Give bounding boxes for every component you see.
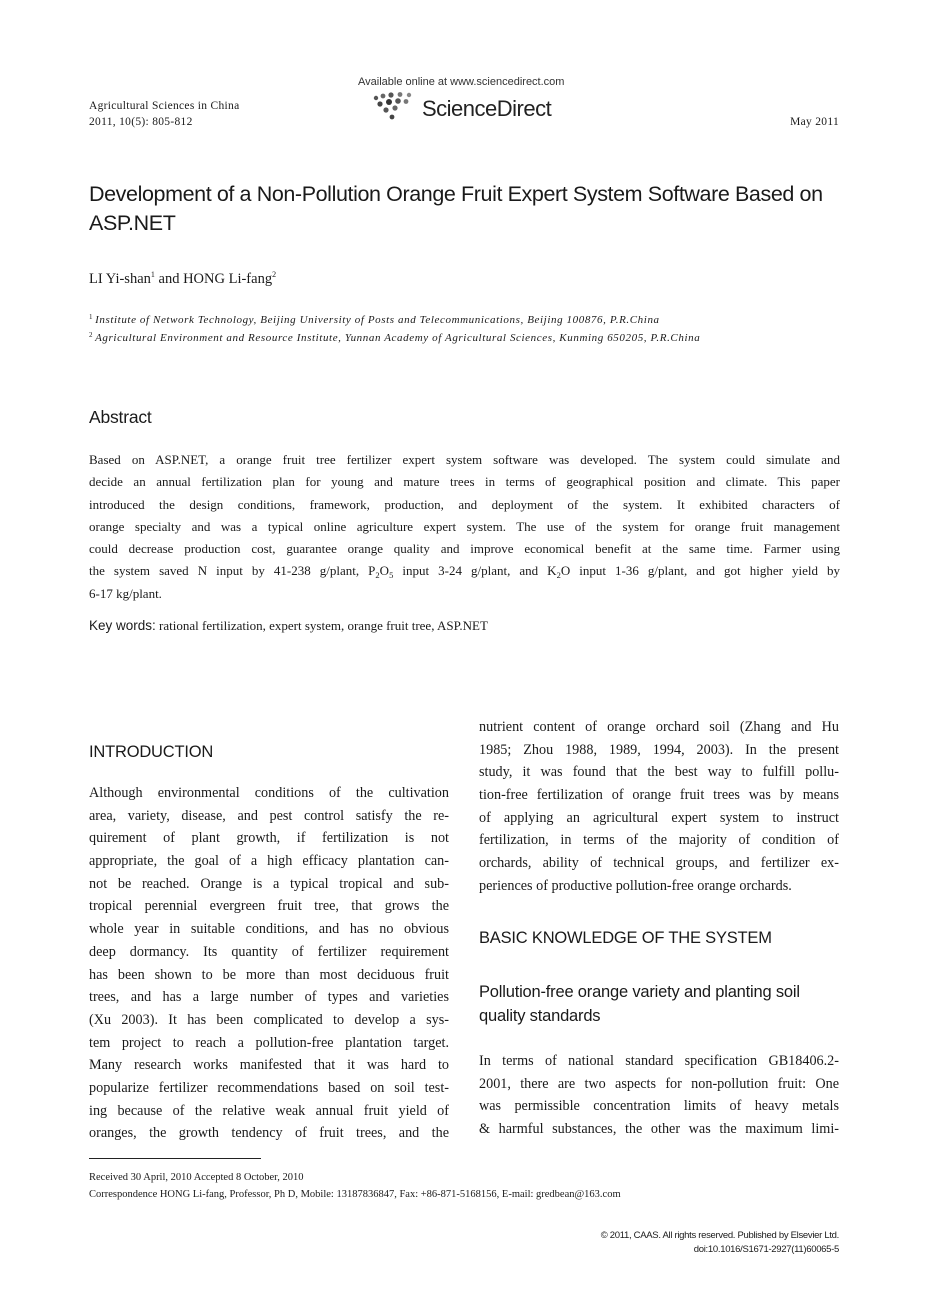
author-affiliation-mark: 1 [150,270,155,279]
text-line: quirement of plant growth, if fertilization is not [89,830,449,847]
doi-link[interactable]: doi:10.1016/S1671-2927(11)60065-5 [693,1244,839,1255]
affiliation-text: Institute of Network Technology, Beijing University of Posts and Telecommunications, Beijing 100876, P.R.China [95,314,660,326]
affiliation-number: 2 [89,331,94,339]
affiliation-number: 1 [89,313,94,321]
text-line: was permissible concentration limits of heavy metals [479,1098,839,1115]
abstract-line: Based on ASP.NET, a orange fruit tree fertilizer expert system software was developed. The system could simulate and [89,452,840,467]
affiliation-2 [89,331,700,344]
received-dates: Received 30 April, 2010 Accepted 8 October, 2010 [89,1172,304,1183]
author-conjunction: and [154,271,184,287]
text-line: popularize fertilizer recommendations based on soil test- [89,1079,449,1096]
abstract-line: orange specialty and was a typical online agriculture expert system. The use of the system for orange fruit management [89,518,840,534]
copyright-notice: © 2011, CAAS. All rights reserved. Published by Elsevier Ltd. [600,1230,839,1241]
text-line: trees, and has a large number of types and varieties [89,989,449,1006]
abstract-text: O input 1-36 g/plant, and got higher yield by [560,563,840,579]
introduction-continuation [479,716,839,898]
text-line: not be reached. Orange is a typical tropical and sub- [89,875,449,892]
text-line: Many research works manifested that it was hard to [89,1057,449,1074]
subscript: 2 [556,570,561,581]
text-line: oranges, the growth tendency of fruit trees, and the [89,1125,449,1142]
affiliation-text: Agricultural Environment and Resource Institute, Yunnan Academy of Agricultural Sciences, Kunming 650205, P.R.China [95,332,701,344]
author-affiliation-mark: 2 [272,270,277,279]
issue-date: May 2011 [790,116,839,128]
journal-volume: 2011, 10(5): 805-812 [89,116,193,128]
abstract-text: the system saved N input by 41-238 g/plant, P [89,563,376,579]
keywords-label: Key words: [89,618,156,633]
journal-name: Agricultural Sciences in China [89,100,240,112]
section-heading: BASIC KNOWLEDGE OF THE SYSTEM [479,929,772,947]
text-line: of applying an agricultural expert system to instruct [479,809,839,826]
abstract-line: 6-17 kg/plant. [89,585,162,601]
author-list [89,270,276,288]
text-line: orchards, ability of technical groups, and fertilizer ex- [479,855,839,872]
text-line: has been shown to be more than most deciduous fruit [89,966,449,983]
text-line: Although environmental conditions of the cultivation [89,785,449,801]
text-line: ing because of the relative weak annual fruit yield of [89,1102,449,1119]
abstract-line [89,560,840,582]
text-line: fertilization, in terms of the majority of condition of [479,832,839,849]
abstract-heading: Abstract [89,407,152,427]
available-online-link[interactable]: Available online at www.sciencedirect.com [358,76,565,88]
text-line: (Xu 2003). It has been complicated to develop a sys- [89,1011,449,1028]
text-line: 2001, there are two aspects for non-pollution fruit: One [479,1075,839,1092]
abstract-text: input 3-24 g/plant, and K [393,563,557,579]
sciencedirect-logo-icon [372,92,418,122]
keywords [89,618,488,634]
footnote-divider [89,1158,261,1159]
keywords-text: rational fertilization, expert system, orange fruit tree, ASP.NET [155,618,488,633]
text-line: area, variety, disease, and pest control satisfy the re- [89,807,449,824]
abstract-line: decide an annual fertilization plan for young and mature trees in terms of geographical position and climate. This paper [89,474,840,490]
abstract-body [89,449,840,605]
author-name: HONG Li-fang [183,271,273,287]
text-line: In terms of national standard specification GB18406.2- [479,1053,839,1069]
author-name: LI Yi-shan [89,271,151,287]
introduction-text [89,782,449,1145]
text-line: periences of productive pollution-free orange orchards. [479,877,792,894]
text-line: whole year in suitable conditions, and has no obvious [89,921,449,938]
text-line: tropical perennial evergreen fruit tree, that grows the [89,898,449,915]
paper-title: Development of a Non-Pollution Orange Fruit Expert System Software Based on ASP.NET [89,182,823,235]
subscript: 2 [375,570,380,581]
text-line: deep dormancy. Its quantity of fertilizer requirement [89,943,449,960]
abstract-line: could decrease production cost, guarantee orange quality and improve economical benefit at the same time. Farmer using [89,541,840,557]
abstract-text: O [379,563,390,579]
subsection-heading: Pollution-free orange variety and planting soil quality standards [479,983,800,1025]
introduction-heading: INTRODUCTION [89,743,214,761]
section-text [479,1050,839,1141]
text-line: appropriate, the goal of a high efficacy plantation can- [89,853,449,870]
abstract-line: introduced the design conditions, framework, production, and deployment of the system. It exhibited characters of [89,496,840,512]
text-line: tion-free fertilization of orange fruit trees was by means [479,787,839,804]
text-line: study, it was found that the best way to fulfill pollu- [479,764,839,781]
subscript: 5 [389,570,394,581]
text-line: nutrient content of orange orchard soil (Zhang and Hu [479,719,839,735]
text-line: 1985; Zhou 1988, 1989, 1994, 2003). In the present [479,741,839,758]
affiliation-1 [89,313,660,326]
correspondence-info: Correspondence HONG Li-fang, Professor, Ph D, Mobile: 13187836847, Fax: +86-871-5168156, E-mail: gredbean@163.com [89,1189,621,1200]
text-line: tem project to reach a pollution-free plantation target. [89,1034,449,1051]
text-line: & harmful substances, the other was the maximum limi- [479,1121,839,1138]
sciencedirect-brand: ScienceDirect [422,96,552,121]
